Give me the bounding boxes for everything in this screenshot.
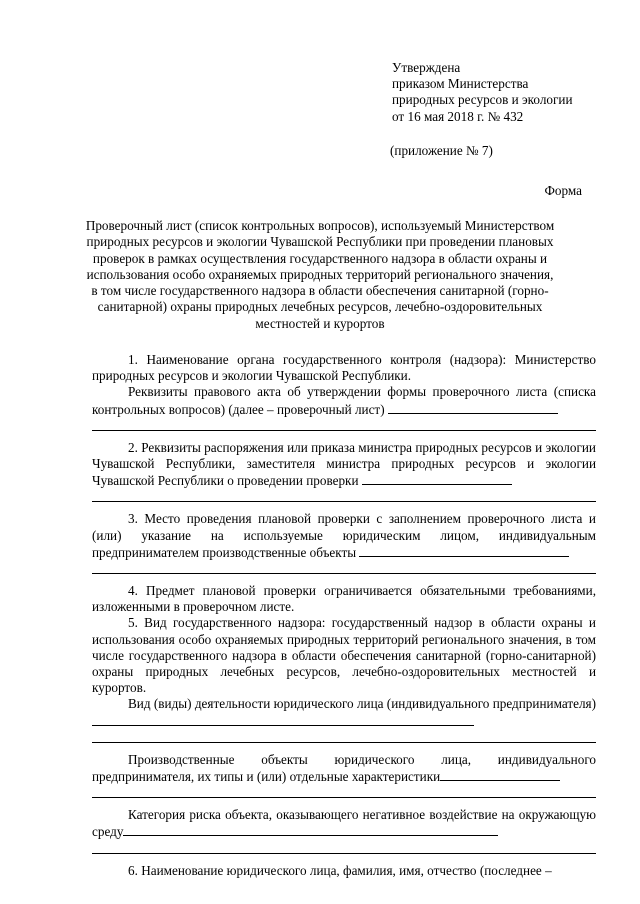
approval-line: приказом Министерства [392,76,529,92]
fill-line[interactable] [92,730,596,743]
item-3-text: 3. Место проведения плановой проверки с заполнением проверочного листа и (или) указание на используемые юридическим лицом, индивидуальным предпринимателем производственные объекты [92,511,596,560]
fill-line[interactable] [92,561,596,574]
item-5: 5. Вид государственного надзора: государственный надзор в области охраны и использования особо охраняемых природных территорий регионального значения, в том числе государственного надзора в области обеспечения санитарной (горно-санитарной) охраны природных лечебных ресурсов, лечебно-оздоровительных местностей и курортов. [92,615,596,696]
document-title [78,218,562,332]
fill-line[interactable] [92,785,596,798]
item-5-risk-text: Категория риска объекта, оказывающего негативное воздействие на окружающую среду [92,807,596,840]
title-line: местностей и курортов [255,315,385,331]
title-line: Проверочный лист (список контрольных вопросов), используемый Министерством [85,218,555,233]
fill-line[interactable] [92,418,596,431]
fill-line[interactable] [440,768,560,781]
item-5-activity-text: Вид (виды) деятельности юридического лица (индивидуального предпринимателя) [128,696,596,712]
item-5-activity [92,696,596,729]
fill-line[interactable] [362,472,512,485]
fill-line[interactable] [388,401,558,414]
item-1: 1. Наименование органа государственного контроля (надзора): Министерство природных ресурсов и экологии Чувашской Республики. [92,352,596,384]
fill-line[interactable] [92,489,596,502]
approval-line: Утверждена [392,60,461,75]
title-line: санитарной) охраны природных лечебных ресурсов, лечебно-оздоровительных [97,299,543,315]
approval-line: природных ресурсов и экологии [392,92,573,108]
fill-line[interactable] [92,841,596,854]
title-line: использования особо охраняемых природных территорий регионального значения, [86,266,554,282]
item-5-objects-text: Производственные объекты юридического лица, индивидуального предпринимателя, их типы и (или) отдельные характеристики [92,751,596,785]
title-line: в том числе государственного надзора в области обеспечения санитарной (горно- [91,283,549,299]
annex-label: (приложение № 7) [390,143,493,158]
approval-stamp [392,60,573,125]
item-1-details [92,384,596,417]
document-body [92,352,596,879]
fill-line[interactable] [359,544,569,557]
item-5-risk [92,807,596,840]
item-1-details-text: Реквизиты правового акта об утверждении формы проверочного листа (списка контрольных вопросов) (далее – проверочный лист) [92,384,596,417]
item-6: 6. Наименование юридического лица, фамилия, имя, отчество (последнее – [128,862,552,878]
approval-line: от 16 мая 2018 г. № 432 [392,108,524,124]
fill-line[interactable] [123,823,498,836]
item-3 [92,511,596,561]
item-2-text: 2. Реквизиты распоряжения или приказа министра природных ресурсов и экологии Чувашской Республики, заместителя министра природных ресурсов и экологии Чувашской Республики о проведении проверки [92,439,596,489]
item-4: 4. Предмет плановой проверки ограничивается обязательными требованиями, изложенными в проверочном листе. [92,583,596,615]
form-label: Форма [544,183,582,198]
item-5-objects [92,752,596,785]
fill-line[interactable] [92,713,474,726]
title-line: проверок в рамках осуществления государственного надзора в области охраны и [92,250,548,266]
item-2 [92,440,596,490]
title-line: природных ресурсов и экологии Чувашской Республики при проведении плановых [86,234,554,250]
